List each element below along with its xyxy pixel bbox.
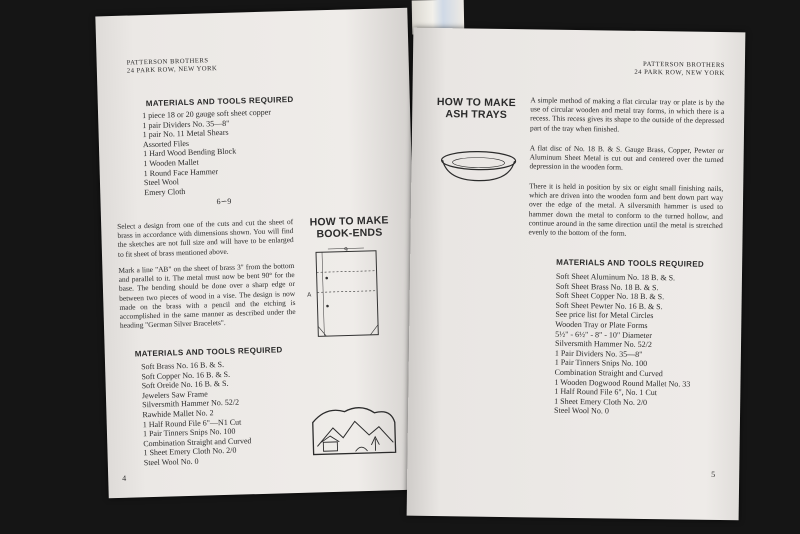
right-page [407, 28, 746, 521]
list-item: Silversmith Hammer No. 52/2 [142, 397, 240, 410]
landscape-design-icon [304, 400, 402, 463]
left-header-line: 24 PARK ROW, NEW YORK [126, 65, 218, 75]
left-header [127, 57, 218, 76]
right-header [634, 61, 725, 78]
list-item: Soft Copper No. 16 B. & S. [141, 369, 231, 381]
list-item: 1 Round Face Hammer [143, 166, 219, 178]
list-item: Steel Wool No. 0 [143, 456, 199, 468]
list-item: Steel Wool No. 0 [554, 406, 609, 416]
bookends-title-line: BOOK-ENDS [316, 226, 383, 241]
list-item: Soft Sheet Brass No. 18 B. & S. [555, 281, 659, 292]
list-item: Combination Straight and Curved [143, 436, 252, 449]
list-item: 1 Half Round File 6"—N1 Cut [142, 417, 242, 429]
list-item: Soft Sheet Pewter No. 16 B. & S. [555, 300, 663, 311]
ashtray-title-line: ASH TRAYS [445, 108, 508, 122]
ashtray-title-line: HOW TO MAKE [436, 96, 516, 110]
right-page-number: 5 [711, 469, 716, 479]
left-materials-heading: MATERIALS AND TOOLS REQUIRED [145, 94, 294, 109]
list-item: Soft Oreide No. 16 B. & S. [141, 379, 229, 391]
list-item: 1 Sheet Emery Cloth No. 2/0 [554, 396, 648, 407]
right-materials-list [554, 272, 692, 418]
list-item: Emery Cloth [144, 186, 186, 197]
list-item: Assorted Files [142, 138, 190, 149]
list-item: 1 pair No. 11 Metal Shears [142, 127, 229, 140]
bookends-title [305, 214, 394, 240]
right-header-line: 24 PARK ROW, NEW YORK [634, 68, 725, 78]
list-item: Combination Straight and Curved [554, 367, 663, 379]
list-item: Soft Sheet Copper No. 18 B. & S. [555, 290, 665, 302]
bookend-mark [326, 305, 329, 308]
right-paragraph: A simple method of making a flat circular tray or plate is by the use of circular wooden and metal tray forms, in which there is a recess. This recess gives its shape to the outside of the depressed part of the tray when finished. [529, 95, 725, 134]
bookend-fold-line [317, 291, 377, 293]
bookend-diagram [302, 244, 393, 342]
ornament: 6∽9 [216, 196, 232, 207]
left-materials-list [142, 108, 273, 198]
list-item: 1 Sheet Emery Cloth No. 2/0 [143, 446, 237, 458]
list-item: 5½" - 6½" - 8" - 10" Diameter [555, 329, 653, 340]
left-paragraph: Mark a line "AB" on the sheet of brass 3" from the bottom and parallel to it. The metal must now be bent 90° for the base. The bending should be done over a sharp edge or between two pieces of wood in a vise. The design is now made on the brass with a pencil and the etching is accomplished in the same manner as described under the heading "German Silver Bracelets". [118, 260, 296, 331]
list-item: 1 Half Round File 6", No. 1 Cut [554, 386, 658, 398]
list-item: Steel Wool [143, 177, 180, 188]
list-item: 1 Hard Wood Bending Block [143, 146, 237, 159]
bookends-title-line: HOW TO MAKE [309, 214, 389, 229]
list-item: Rawhide Mallet No. 2 [142, 408, 214, 420]
left-page [95, 8, 420, 499]
bookend-dim-label: 9 [343, 246, 348, 254]
right-materials-heading: MATERIALS AND TOOLS REQUIRED [556, 257, 705, 269]
left-materials-heading-2: MATERIALS AND TOOLS REQUIRED [134, 345, 283, 359]
right-paragraph: A flat disc of No. 18 B. & S. Gauge Brass, Copper, Pewter or Aluminum Sheet Metal is cut out and centered over the turned depression in the wooden form. [529, 143, 724, 173]
right-paragraph: There it is held in position by six or eight small finishing nails, which are driven into the wooden form and bent down part way over the edge of the metal. A silversmith hammer is used to hammer down the metal to conform to the turned hollow, and continue around in the same direction until the metal is stretched evenly to the bottom of the form. [528, 181, 724, 238]
list-item: Silversmith Hammer No. 52/2 [554, 338, 652, 350]
list-item: See price list for Metal Circles [555, 310, 654, 321]
right-header-line: PATTERSON BROTHERS [643, 60, 725, 70]
left-paragraph: Select a design from one of the cuts and cut the sheet of brass in accordance with dimensions shown. You will find the sketches are not full size and will have to be enlarged to fit sheet of brass mentioned above. [117, 217, 294, 259]
ash-tray-icon [437, 146, 520, 187]
left-header-line: PATTERSON BROTHERS [126, 57, 209, 67]
left-materials-list-2 [141, 359, 252, 468]
list-item: 1 piece 18 or 20 gauge soft sheet copper [141, 107, 272, 121]
list-item: 1 Wooden Dogwood Round Mallet No. 33 [554, 377, 691, 389]
bookend-mark [325, 277, 328, 280]
list-item: 1 Pair Tinners Snips No. 100 [142, 426, 236, 439]
left-page-number: 4 [122, 473, 127, 483]
list-item: Soft Brass No. 16 B. & S. [141, 359, 225, 372]
list-item: Wooden Tray or Plate Forms [555, 319, 648, 330]
list-item: 1 Pair Tinners Snips No. 100 [554, 358, 648, 369]
list-item: 1 Wooden Mallet [143, 157, 199, 169]
list-item: 1 pair Dividers No. 35—8" [142, 118, 230, 130]
bookend-label-a: A [307, 291, 312, 299]
list-item: Soft Sheet Aluminum No. 18 B. & S. [555, 271, 676, 283]
list-item: 1 Pair Dividers No. 35—8" [554, 348, 643, 359]
ashtray-title [436, 96, 516, 121]
bookend-fold-line [317, 271, 377, 273]
bookend-guide-line [322, 252, 324, 336]
list-item: Jewelers Saw Frame [141, 389, 208, 401]
bookend-outline [316, 251, 378, 337]
